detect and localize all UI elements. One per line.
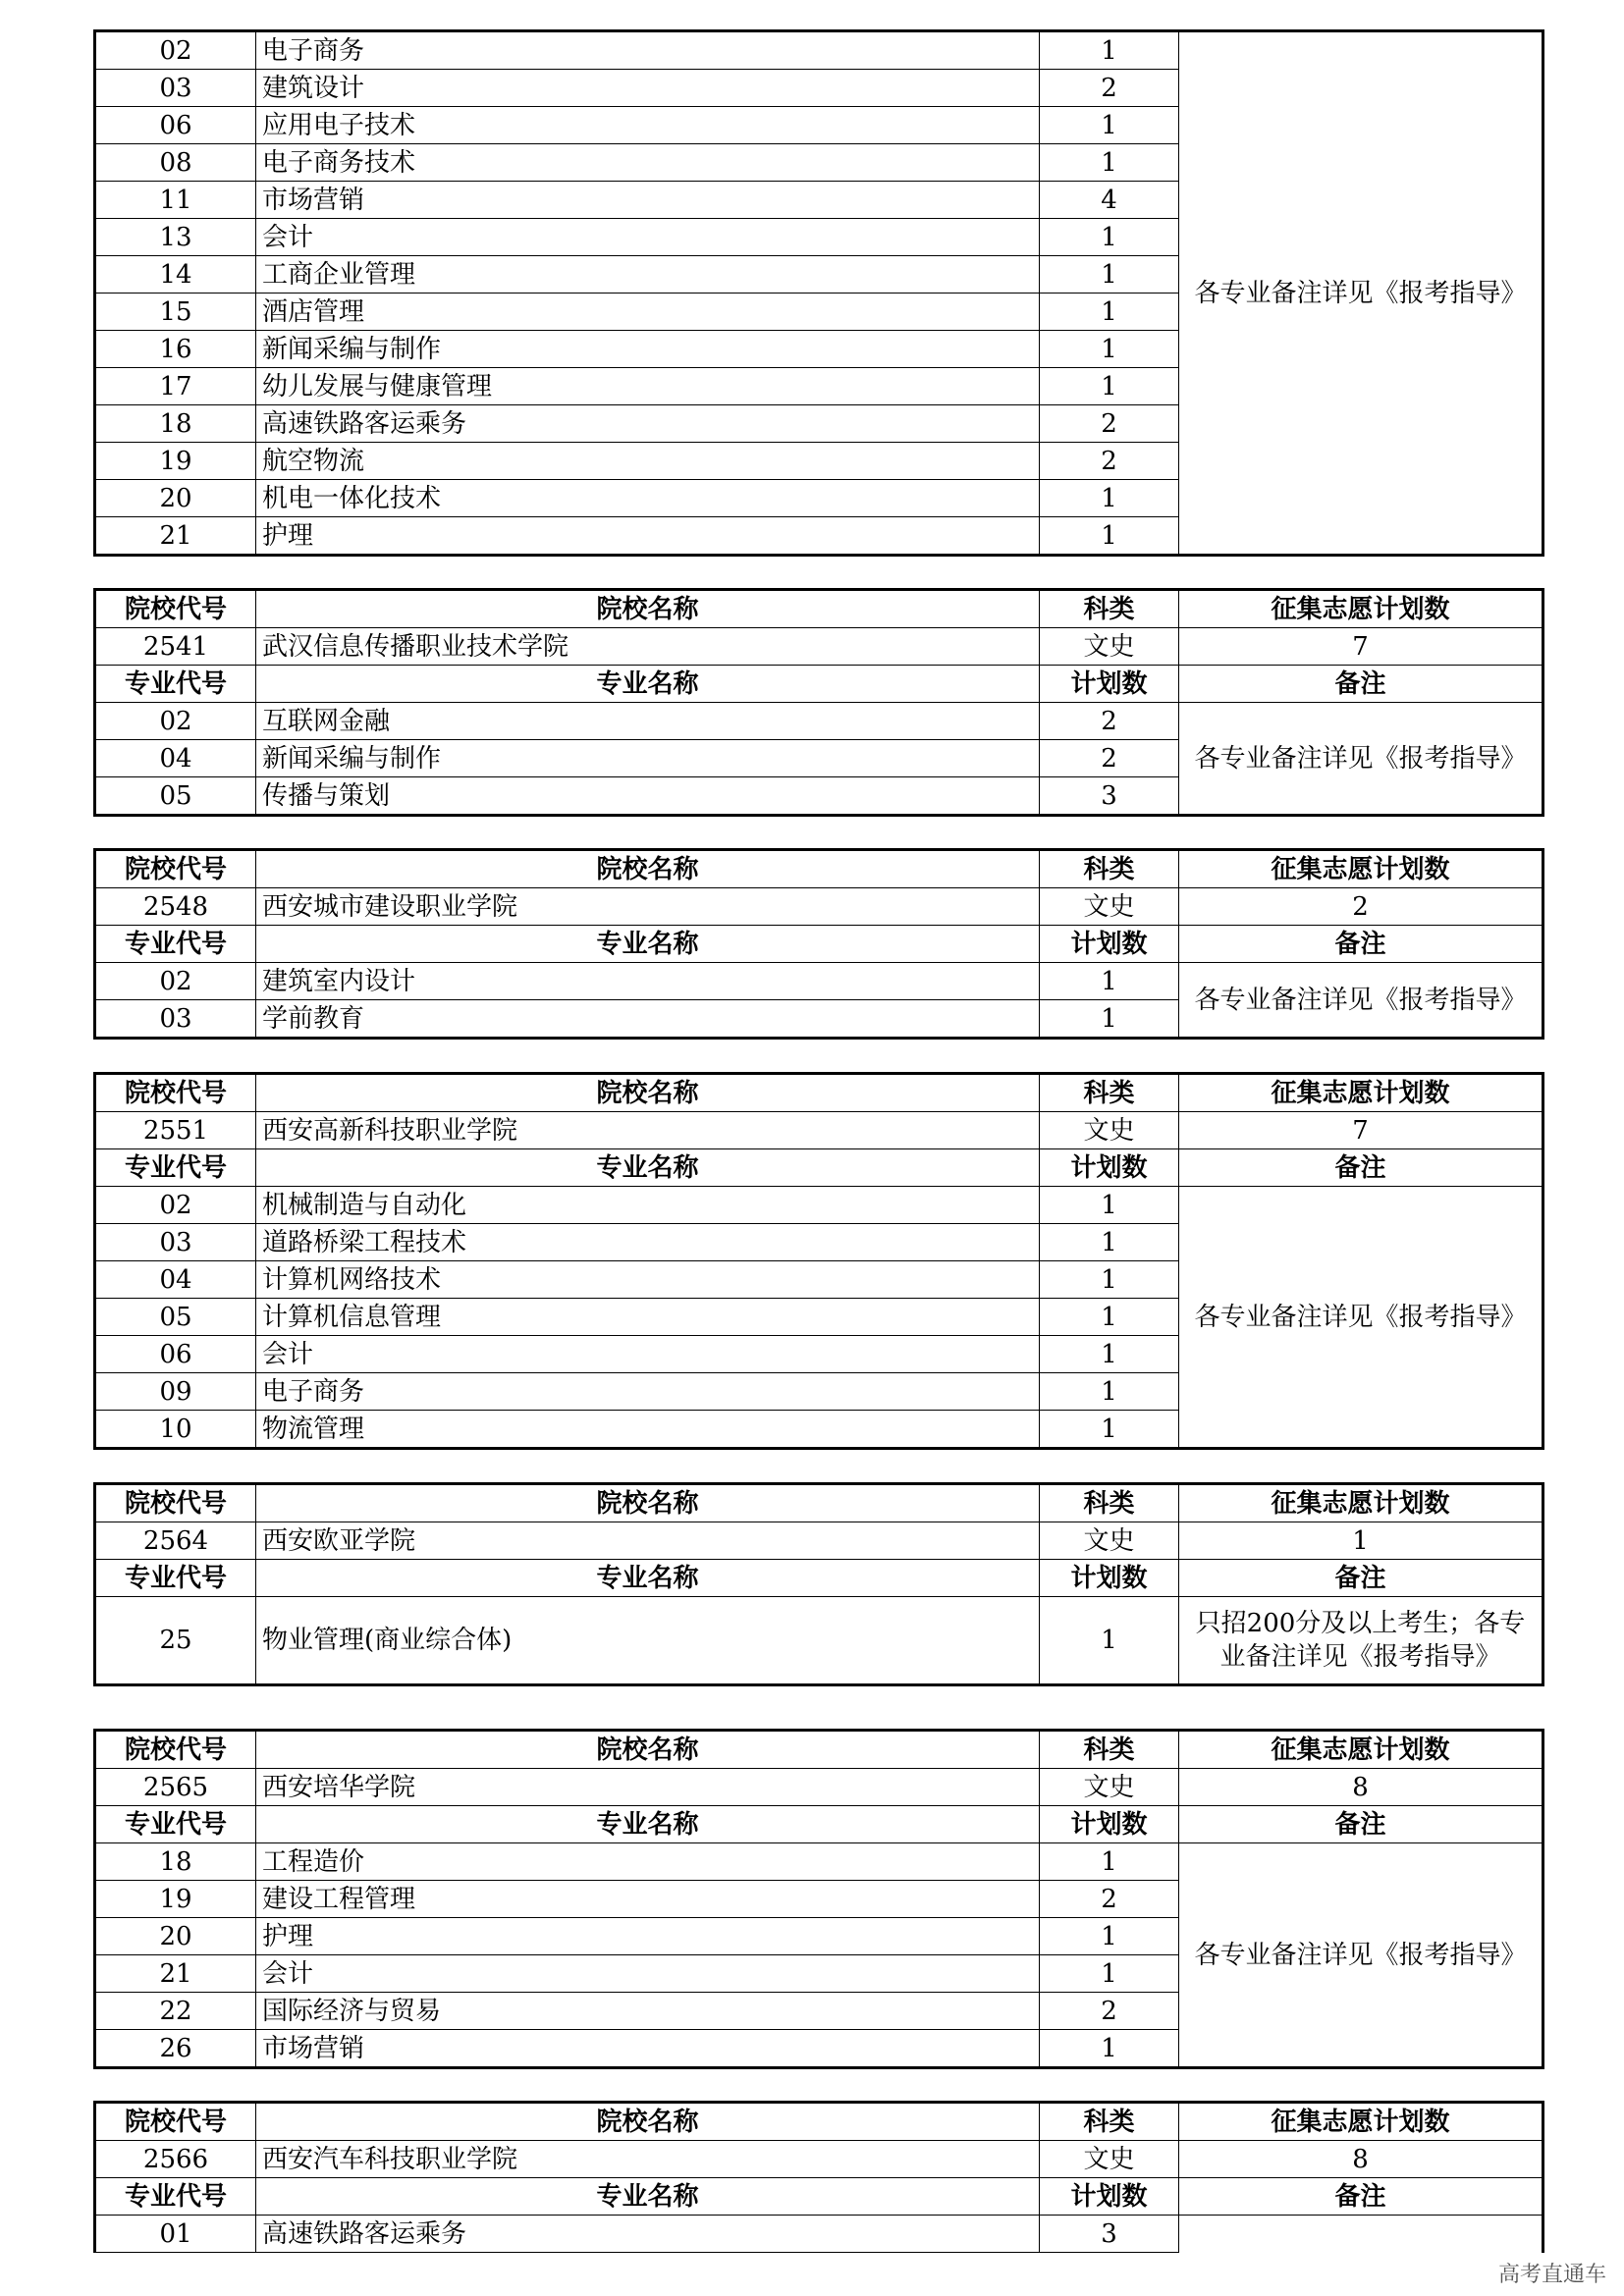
major-name-header: 专业名称	[256, 1806, 1040, 1843]
plan-total: 7	[1179, 628, 1543, 666]
plan-count: 1	[1040, 1000, 1179, 1039]
plan-total-header: 征集志愿计划数	[1179, 1731, 1543, 1769]
major-name: 市场营销	[256, 182, 1040, 219]
major-name: 酒店管理	[256, 294, 1040, 331]
major-code: 19	[95, 1881, 256, 1918]
major-name-header: 专业名称	[256, 926, 1040, 963]
major-name-header: 专业名称	[256, 666, 1040, 703]
major-row	[95, 1597, 1543, 1685]
school-header-row	[95, 1484, 1543, 1522]
plan-count: 2	[1040, 1993, 1179, 2030]
major-code: 14	[95, 256, 256, 294]
category-header: 科类	[1040, 850, 1179, 888]
school-name: 武汉信息传播职业技术学院	[256, 628, 1040, 666]
major-header-row	[95, 2178, 1543, 2216]
plan-count: 2	[1040, 70, 1179, 107]
major-code: 02	[95, 963, 256, 1000]
plan-count: 3	[1040, 2216, 1179, 2253]
school-name-header: 院校名称	[256, 2103, 1040, 2141]
plan-count: 1	[1040, 368, 1179, 405]
plan-count-header: 计划数	[1040, 926, 1179, 963]
school-name: 西安欧亚学院	[256, 1522, 1040, 1560]
school-code: 2541	[95, 628, 256, 666]
remark-header: 备注	[1179, 666, 1543, 703]
remark-header: 备注	[1179, 1560, 1543, 1597]
major-name: 应用电子技术	[256, 107, 1040, 144]
plan-count: 1	[1040, 480, 1179, 517]
major-code: 04	[95, 1261, 256, 1299]
major-code: 16	[95, 331, 256, 368]
major-name: 会计	[256, 1955, 1040, 1993]
major-code: 21	[95, 1955, 256, 1993]
major-code: 08	[95, 144, 256, 182]
category: 文史	[1040, 1769, 1179, 1806]
remark-header: 备注	[1179, 926, 1543, 963]
plan-count: 1	[1040, 1187, 1179, 1224]
major-code: 22	[95, 1993, 256, 2030]
major-name: 道路桥梁工程技术	[256, 1224, 1040, 1261]
plan-total: 7	[1179, 1112, 1543, 1149]
remark: 只招200分及以上考生；各专业备注详见《报考指导》	[1179, 1597, 1543, 1685]
plan-count: 1	[1040, 1336, 1179, 1373]
school-block	[93, 29, 1544, 557]
major-name: 物流管理	[256, 1411, 1040, 1449]
major-name: 工程造价	[256, 1843, 1040, 1881]
major-name: 电子商务	[256, 1373, 1040, 1411]
major-name: 幼儿发展与健康管理	[256, 368, 1040, 405]
category: 文史	[1040, 1522, 1179, 1560]
plan-count: 1	[1040, 219, 1179, 256]
school-block	[93, 2101, 1544, 2253]
major-name: 高速铁路客运乘务	[256, 405, 1040, 443]
plan-count: 1	[1040, 331, 1179, 368]
plan-count: 1	[1040, 1597, 1179, 1685]
major-code: 10	[95, 1411, 256, 1449]
plan-count: 1	[1040, 1224, 1179, 1261]
plan-total-header: 征集志愿计划数	[1179, 2103, 1543, 2141]
major-code: 17	[95, 368, 256, 405]
remark-header: 备注	[1179, 1149, 1543, 1187]
plan-count-header: 计划数	[1040, 1806, 1179, 1843]
major-name: 新闻采编与制作	[256, 331, 1040, 368]
major-name: 学前教育	[256, 1000, 1040, 1039]
major-code: 13	[95, 219, 256, 256]
category: 文史	[1040, 628, 1179, 666]
major-code: 19	[95, 443, 256, 480]
school-name-header: 院校名称	[256, 850, 1040, 888]
plan-count: 1	[1040, 144, 1179, 182]
major-code-header: 专业代号	[95, 666, 256, 703]
major-row	[95, 1187, 1543, 1224]
watermark: 高考直通车	[1497, 2263, 1606, 2287]
plan-count: 1	[1040, 1918, 1179, 1955]
remark: 各专业备注详见《报考指导》	[1179, 31, 1543, 556]
school-name-header: 院校名称	[256, 1074, 1040, 1112]
school-code: 2566	[95, 2141, 256, 2178]
remark: 各专业备注详见《报考指导》	[1179, 1187, 1543, 1449]
major-name: 航空物流	[256, 443, 1040, 480]
major-name: 物业管理(商业综合体)	[256, 1597, 1040, 1685]
major-code: 18	[95, 1843, 256, 1881]
remark: 各专业备注详见《报考指导》	[1179, 1843, 1543, 2068]
major-name-header: 专业名称	[256, 2178, 1040, 2216]
plan-count-header: 计划数	[1040, 666, 1179, 703]
school-name-header: 院校名称	[256, 1484, 1040, 1522]
school-code: 2548	[95, 888, 256, 926]
major-code: 05	[95, 1299, 256, 1336]
school-code-header: 院校代号	[95, 2103, 256, 2141]
major-row	[95, 963, 1543, 1000]
school-block	[93, 1729, 1544, 2069]
major-code: 18	[95, 405, 256, 443]
plan-total-header: 征集志愿计划数	[1179, 590, 1543, 628]
major-code: 05	[95, 777, 256, 816]
major-header-row	[95, 666, 1543, 703]
major-name-header: 专业名称	[256, 1560, 1040, 1597]
school-header-row	[95, 1074, 1543, 1112]
plan-count: 1	[1040, 1299, 1179, 1336]
plan-count: 2	[1040, 740, 1179, 777]
category-header: 科类	[1040, 2103, 1179, 2141]
plan-total: 8	[1179, 1769, 1543, 1806]
major-code: 20	[95, 1918, 256, 1955]
school-header-row	[95, 2103, 1543, 2141]
school-name: 西安培华学院	[256, 1769, 1040, 1806]
major-header-row	[95, 1560, 1543, 1597]
remark: 各专业备注详见《报考指导》	[1179, 963, 1543, 1039]
school-header-row	[95, 590, 1543, 628]
plan-total-header: 征集志愿计划数	[1179, 1074, 1543, 1112]
plan-total: 8	[1179, 2141, 1543, 2178]
major-code-header: 专业代号	[95, 1149, 256, 1187]
school-code-header: 院校代号	[95, 590, 256, 628]
major-header-row	[95, 1149, 1543, 1187]
school-code-header: 院校代号	[95, 850, 256, 888]
school-name: 西安汽车科技职业学院	[256, 2141, 1040, 2178]
major-code-header: 专业代号	[95, 1560, 256, 1597]
school-header-row	[95, 1731, 1543, 1769]
school-name: 西安城市建设职业学院	[256, 888, 1040, 926]
category-header: 科类	[1040, 1074, 1179, 1112]
category-header: 科类	[1040, 1731, 1179, 1769]
major-name: 互联网金融	[256, 703, 1040, 740]
major-code: 03	[95, 1224, 256, 1261]
remark-header: 备注	[1179, 2178, 1543, 2216]
plan-count-header: 计划数	[1040, 2178, 1179, 2216]
plan-count: 2	[1040, 405, 1179, 443]
category: 文史	[1040, 1112, 1179, 1149]
major-name: 会计	[256, 1336, 1040, 1373]
major-code: 11	[95, 182, 256, 219]
school-name: 西安高新科技职业学院	[256, 1112, 1040, 1149]
school-info-row	[95, 1769, 1543, 1806]
plan-count-header: 计划数	[1040, 1560, 1179, 1597]
plan-count: 1	[1040, 517, 1179, 556]
major-row	[95, 31, 1543, 70]
plan-count: 1	[1040, 1261, 1179, 1299]
major-code: 02	[95, 1187, 256, 1224]
plan-count: 1	[1040, 31, 1179, 70]
major-name: 电子商务技术	[256, 144, 1040, 182]
major-code: 06	[95, 107, 256, 144]
major-name: 会计	[256, 219, 1040, 256]
category: 文史	[1040, 2141, 1179, 2178]
major-row	[95, 1843, 1543, 1881]
plan-total: 2	[1179, 888, 1543, 926]
plan-count: 1	[1040, 1411, 1179, 1449]
major-name: 护理	[256, 1918, 1040, 1955]
school-header-row	[95, 850, 1543, 888]
major-code-header: 专业代号	[95, 1806, 256, 1843]
major-name: 建筑室内设计	[256, 963, 1040, 1000]
plan-count: 3	[1040, 777, 1179, 816]
plan-count: 1	[1040, 963, 1179, 1000]
school-info-row	[95, 628, 1543, 666]
major-code-header: 专业代号	[95, 2178, 256, 2216]
school-name-header: 院校名称	[256, 590, 1040, 628]
school-block	[93, 848, 1544, 1040]
plan-count: 1	[1040, 1955, 1179, 1993]
school-code-header: 院校代号	[95, 1731, 256, 1769]
remark-header: 备注	[1179, 1806, 1543, 1843]
plan-count: 1	[1040, 256, 1179, 294]
plan-count-header: 计划数	[1040, 1149, 1179, 1187]
plan-total: 1	[1179, 1522, 1543, 1560]
major-name-header: 专业名称	[256, 1149, 1040, 1187]
major-code: 03	[95, 70, 256, 107]
school-info-row	[95, 1112, 1543, 1149]
plan-count: 2	[1040, 1881, 1179, 1918]
plan-count: 1	[1040, 2030, 1179, 2068]
school-info-row	[95, 2141, 1543, 2178]
school-block	[93, 1482, 1544, 1686]
major-name: 国际经济与贸易	[256, 1993, 1040, 2030]
major-name: 建筑设计	[256, 70, 1040, 107]
major-code-header: 专业代号	[95, 926, 256, 963]
plan-count: 1	[1040, 1843, 1179, 1881]
school-info-row	[95, 888, 1543, 926]
major-name: 电子商务	[256, 31, 1040, 70]
plan-count: 4	[1040, 182, 1179, 219]
plan-total-header: 征集志愿计划数	[1179, 1484, 1543, 1522]
school-code: 2551	[95, 1112, 256, 1149]
major-name: 传播与策划	[256, 777, 1040, 816]
plan-count: 1	[1040, 107, 1179, 144]
major-name: 计算机信息管理	[256, 1299, 1040, 1336]
major-header-row	[95, 1806, 1543, 1843]
remark	[1179, 2216, 1543, 2253]
major-code: 02	[95, 31, 256, 70]
major-code: 01	[95, 2216, 256, 2253]
major-name: 机械制造与自动化	[256, 1187, 1040, 1224]
major-name: 新闻采编与制作	[256, 740, 1040, 777]
major-code: 09	[95, 1373, 256, 1411]
major-code: 04	[95, 740, 256, 777]
category: 文史	[1040, 888, 1179, 926]
major-code: 15	[95, 294, 256, 331]
major-code: 06	[95, 1336, 256, 1373]
school-code: 2564	[95, 1522, 256, 1560]
school-info-row	[95, 1522, 1543, 1560]
school-name-header: 院校名称	[256, 1731, 1040, 1769]
major-code: 26	[95, 2030, 256, 2068]
major-code: 21	[95, 517, 256, 556]
category-header: 科类	[1040, 1484, 1179, 1522]
major-name: 计算机网络技术	[256, 1261, 1040, 1299]
major-row	[95, 2216, 1543, 2253]
major-name: 工商企业管理	[256, 256, 1040, 294]
category-header: 科类	[1040, 590, 1179, 628]
major-row	[95, 703, 1543, 740]
major-name: 高速铁路客运乘务	[256, 2216, 1040, 2253]
school-block	[93, 588, 1544, 817]
major-name: 建设工程管理	[256, 1881, 1040, 1918]
major-code: 03	[95, 1000, 256, 1039]
major-code: 25	[95, 1597, 256, 1685]
plan-count: 1	[1040, 1373, 1179, 1411]
major-code: 02	[95, 703, 256, 740]
plan-count: 2	[1040, 703, 1179, 740]
major-name: 护理	[256, 517, 1040, 556]
major-name: 机电一体化技术	[256, 480, 1040, 517]
school-block	[93, 1072, 1544, 1450]
school-code: 2565	[95, 1769, 256, 1806]
school-code-header: 院校代号	[95, 1484, 256, 1522]
major-name: 市场营销	[256, 2030, 1040, 2068]
major-code: 20	[95, 480, 256, 517]
major-header-row	[95, 926, 1543, 963]
school-code-header: 院校代号	[95, 1074, 256, 1112]
remark: 各专业备注详见《报考指导》	[1179, 703, 1543, 816]
plan-total-header: 征集志愿计划数	[1179, 850, 1543, 888]
plan-count: 1	[1040, 294, 1179, 331]
plan-count: 2	[1040, 443, 1179, 480]
